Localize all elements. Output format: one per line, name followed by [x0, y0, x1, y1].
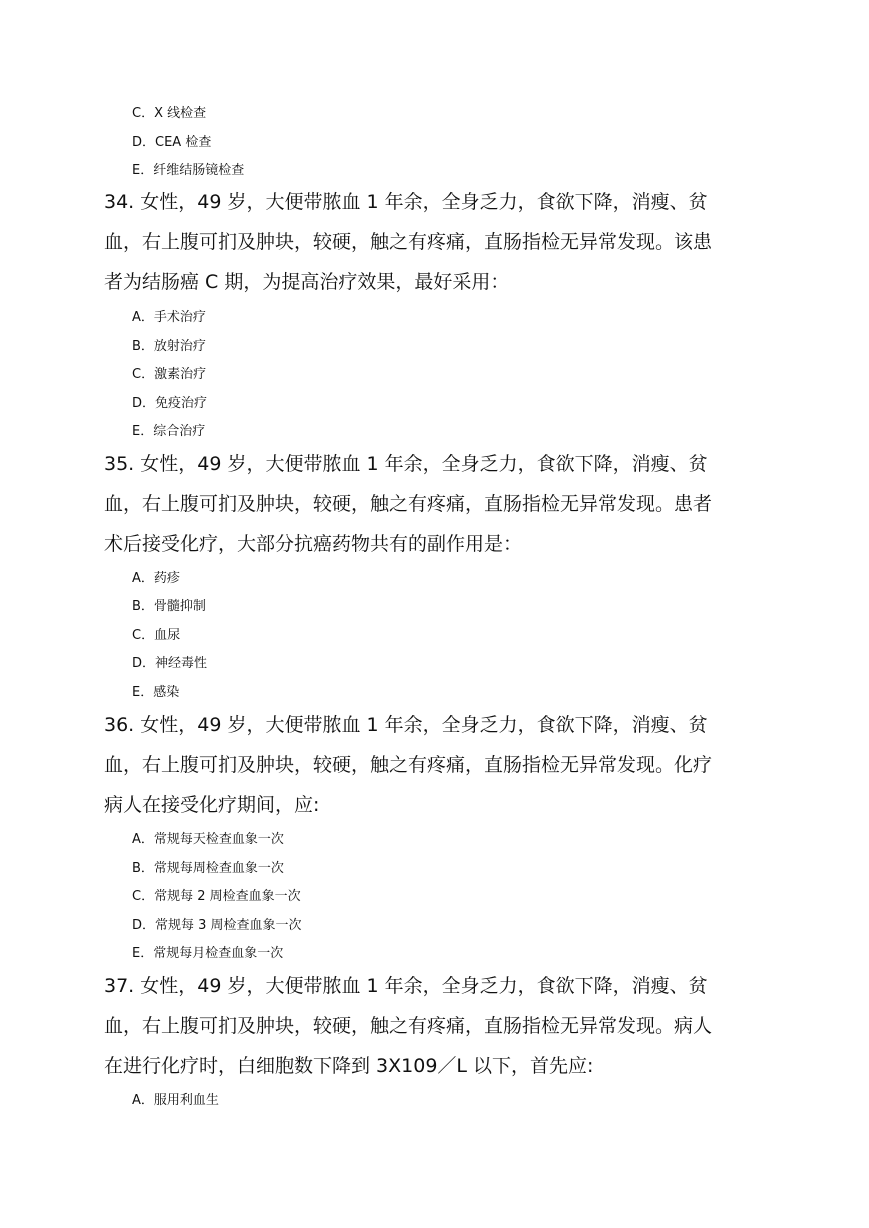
question-line: 者为结肠癌 C 期，为提高治疗效果，最好采用：: [104, 271, 510, 293]
option-c: C．血尿: [132, 628, 181, 643]
option-b: B．放射治疗: [132, 339, 206, 354]
question-35: [104, 444, 764, 564]
option-d: D．常规每 3 周检查血象一次: [132, 918, 302, 933]
option-b: B．骨髓抑制: [132, 599, 206, 614]
question-line: 在进行化疗时，白细胞数下降到 3X109／L 以下，首先应:: [104, 1055, 594, 1077]
option-d: D．CEA 检查: [132, 135, 212, 150]
question-line: 35. 女性，49 岁，大便带脓血 1 年余，全身乏力，食欲下降，消瘦、贫: [104, 453, 708, 475]
option-e: E．感染: [132, 685, 180, 700]
option-e: E．纤维结肠镜检查: [132, 163, 245, 178]
question-line: 病人在接受化疗期间，应:: [104, 794, 320, 816]
option-a: A．常规每天检查血象一次: [132, 832, 284, 847]
option-b: B．常规每周检查血象一次: [132, 861, 284, 876]
question-line: 血，右上腹可扪及肿块，较硬，触之有疼痛，直肠指检无异常发现。化疗: [104, 754, 713, 776]
question-line: 37. 女性，49 岁，大便带脓血 1 年余，全身乏力，食欲下降，消瘦、贫: [104, 975, 708, 997]
question-line: 血，右上腹可扪及肿块，较硬，触之有疼痛，直肠指检无异常发现。患者: [104, 493, 713, 515]
question-34: [104, 182, 764, 302]
question-37: [104, 966, 764, 1086]
option-e: E．综合治疗: [132, 424, 206, 439]
option-d: D．免疫治疗: [132, 396, 208, 411]
option-a: A．服用利血生: [132, 1093, 219, 1108]
question-36: [104, 705, 764, 825]
option-d: D．神经毒性: [132, 656, 208, 671]
option-a: A．药疹: [132, 571, 180, 586]
question-line: 术后接受化疗，大部分抗癌药物共有的副作用是：: [104, 533, 523, 555]
option-c: C．激素治疗: [132, 367, 207, 382]
question-line: 36. 女性，49 岁，大便带脓血 1 年余，全身乏力，食欲下降，消瘦、贫: [104, 714, 708, 736]
option-e: E．常规每月检查血象一次: [132, 946, 284, 961]
question-line: 血，右上腹可扪及肿块，较硬，触之有疼痛，直肠指检无异常发现。病人: [104, 1015, 713, 1037]
question-line: 血，右上腹可扪及肿块，较硬，触之有疼痛，直肠指检无异常发现。该患: [104, 231, 713, 253]
option-c: C．常规每 2 周检查血象一次: [132, 889, 301, 904]
option-c: C．X 线检查: [132, 106, 207, 121]
option-a: A．手术治疗: [132, 310, 206, 325]
question-line: 34. 女性，49 岁，大便带脓血 1 年余，全身乏力，食欲下降，消瘦、贫: [104, 191, 708, 213]
